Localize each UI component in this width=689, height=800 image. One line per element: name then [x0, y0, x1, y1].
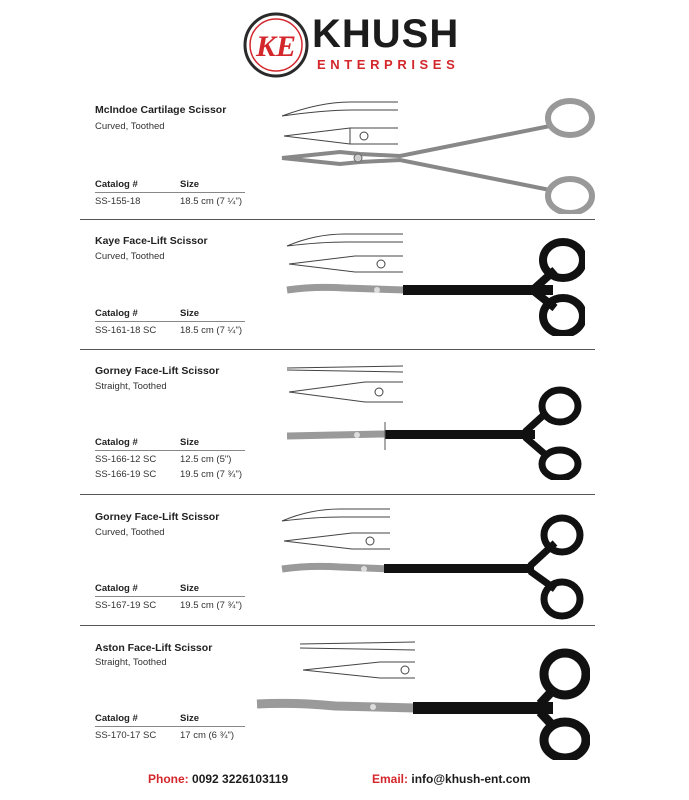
- catalog-number: SS-166-12 SC: [95, 454, 157, 465]
- product-description: Curved, Toothed: [95, 121, 165, 132]
- scissor-drawing-black: [285, 360, 585, 480]
- email-contact[interactable]: [372, 772, 530, 786]
- scissor-body: [282, 518, 580, 616]
- size-header: Size: [180, 583, 200, 594]
- scissor-drawing-black: [280, 505, 585, 620]
- header-underline: [95, 192, 245, 193]
- header-underline: [95, 726, 245, 727]
- catalog-number: SS-155-18: [95, 196, 141, 207]
- size-header: Size: [180, 179, 200, 190]
- scissor-body: [287, 242, 583, 334]
- size-value: 18.5 cm (7 ¼"): [180, 325, 242, 336]
- catalog-number: SS-170-17 SC: [95, 730, 157, 741]
- section-divider: [80, 219, 595, 220]
- product-description: Straight, Toothed: [95, 657, 167, 668]
- catalog-number: SS-166-19 SC: [95, 469, 157, 480]
- scissor-body: [282, 101, 592, 213]
- size-value: 17 cm (6 ¾"): [180, 730, 235, 741]
- product-description: Curved, Toothed: [95, 251, 165, 262]
- catalog-header: Catalog #: [95, 713, 138, 724]
- section-divider: [80, 494, 595, 495]
- product-name: Gorney Face-Lift Scissor: [95, 365, 220, 377]
- phone-contact[interactable]: [148, 772, 288, 786]
- scissor-drawing-steel: [280, 96, 600, 214]
- product-description: Straight, Toothed: [95, 381, 167, 392]
- size-value: 19.5 cm (7 ¾"): [180, 469, 242, 480]
- phone-label: Phone:: [148, 772, 189, 786]
- size-header: Size: [180, 713, 200, 724]
- blade-tip-side-view: [287, 234, 403, 272]
- blade-tip-side-view: [287, 366, 403, 402]
- blade-tip-side-view: [282, 509, 390, 549]
- phone-number[interactable]: 0092 3226103119: [192, 772, 289, 786]
- product-name: Aston Face-Lift Scissor: [95, 642, 213, 654]
- catalog-number: SS-161-18 SC: [95, 325, 157, 336]
- header-underline: [95, 321, 245, 322]
- scissor-drawing-black: [255, 636, 590, 760]
- catalog-header: Catalog #: [95, 179, 138, 190]
- brand-subtitle: ENTERPRISES: [317, 57, 460, 72]
- scissor-body: [287, 390, 578, 478]
- product-description: Curved, Toothed: [95, 527, 165, 538]
- contact-footer: [0, 772, 689, 792]
- catalog-number: SS-167-19 SC: [95, 600, 157, 611]
- blade-tip-side-view: [300, 642, 415, 678]
- product-name: Gorney Face-Lift Scissor: [95, 511, 220, 523]
- section-divider: [80, 625, 595, 626]
- catalog-header: Catalog #: [95, 583, 138, 594]
- header-underline: [95, 596, 245, 597]
- product-name: McIndoe Cartilage Scissor: [95, 104, 227, 116]
- catalog-header: Catalog #: [95, 308, 138, 319]
- khush-logo-icon: [243, 12, 309, 78]
- size-value: 18.5 cm (7 ¼"): [180, 196, 242, 207]
- email-label: Email:: [372, 772, 409, 786]
- blade-tip-side-view: [282, 102, 398, 144]
- section-divider: [80, 349, 595, 350]
- email-address[interactable]: info@khush-ent.com: [411, 772, 531, 786]
- scissor-body: [257, 653, 586, 758]
- size-header: Size: [180, 308, 200, 319]
- brand-name: KHUSH: [312, 12, 460, 56]
- header: [0, 0, 689, 80]
- size-value: 12.5 cm (5"): [180, 454, 232, 465]
- size-value: 19.5 cm (7 ¾"): [180, 600, 242, 611]
- header-underline: [95, 450, 245, 451]
- catalog-header: Catalog #: [95, 437, 138, 448]
- product-name: Kaye Face-Lift Scissor: [95, 235, 208, 247]
- scissor-drawing-black: [285, 230, 585, 336]
- svg-text:KE: KE: [255, 30, 297, 63]
- size-header: Size: [180, 437, 200, 448]
